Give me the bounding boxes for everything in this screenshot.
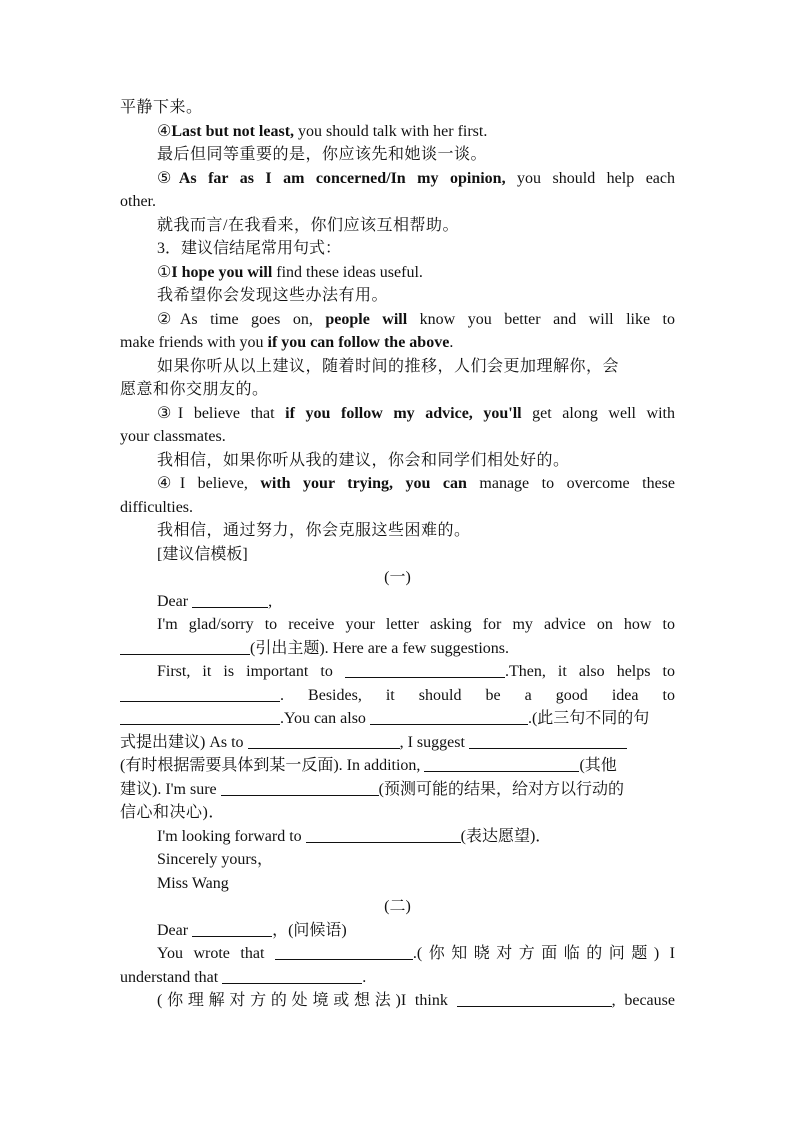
letter-line: (有时根据需要具体到某一反面). In addition, (其他 — [120, 757, 617, 774]
example-sentence: ①I hope you will find these ideas useful. — [157, 263, 423, 281]
fill-blank[interactable] — [221, 780, 379, 796]
example-sentence: ④I believe, with your trying, you can manage to overcome these — [157, 475, 675, 492]
letter-line: 建议). I'm sure (预测可能的结果，给对方以行动的 — [120, 780, 624, 798]
translation-line: 最后但同等重要的是，你应该先和她谈一谈。 — [157, 146, 488, 163]
translation-line: 愿意和你交朋友的。 — [120, 381, 269, 398]
fill-blank[interactable] — [120, 709, 280, 725]
section-heading: 3．建议信结尾常用句式： — [157, 240, 342, 257]
example-sentence: ②As time goes on, people will know you better and will like to — [157, 310, 675, 328]
text-line: other. — [120, 193, 156, 210]
fill-blank[interactable] — [275, 944, 413, 960]
template-heading: [建议信模板] — [157, 545, 248, 563]
letter-line: .You can also .(此三句不同的句 — [120, 707, 675, 731]
fill-blank[interactable] — [469, 733, 627, 749]
fill-blank[interactable] — [248, 733, 400, 749]
fill-blank[interactable] — [345, 662, 505, 678]
letter-line: 信心和决心)． — [120, 804, 225, 821]
fill-blank[interactable] — [192, 592, 268, 608]
fill-blank[interactable] — [192, 921, 272, 937]
letter-line: understand that . — [120, 968, 367, 986]
fill-blank[interactable] — [222, 968, 362, 984]
letter-line: (你理解对方的处境或想法)I think , because — [157, 992, 675, 1009]
translation-line: 我相信，如果你听从我的建议，你会和同学们相处好的。 — [157, 451, 570, 469]
translation-line: 如果你听从以上建议，随着时间的推移，人们会更加理解你，会 — [157, 357, 620, 375]
translation-line: 我希望你会发现这些办法有用。 — [157, 287, 389, 304]
template-number: (一) — [384, 569, 411, 586]
letter-line: First, it is important to .Then, it also helps to — [157, 663, 675, 680]
fill-blank[interactable] — [457, 991, 612, 1007]
translation-line: 就我而言/在我看来，你们应该互相帮助。 — [157, 216, 459, 234]
fill-blank[interactable] — [120, 686, 280, 702]
letter-closing: Sincerely yours， — [157, 851, 273, 868]
example-sentence: ③I believe that if you follow my advice, you'll get along well with — [157, 404, 675, 422]
letter-line: . Besides, it should be a good idea to — [120, 684, 675, 708]
text-line: your classmates. — [120, 428, 226, 445]
translation-line: 我相信，通过努力，你会克服这些困难的。 — [157, 522, 471, 539]
template-number: (二) — [384, 898, 411, 915]
document-body — [120, 96, 675, 1013]
letter-line: Dear , — [157, 592, 273, 610]
letter-line: 式提出建议) As to , I suggest — [120, 731, 675, 755]
letter-line: I'm looking forward to (表达愿望)． — [157, 827, 552, 845]
text-line: 平静下来。 — [120, 99, 203, 116]
text-line: difficulties. — [120, 498, 194, 516]
fill-blank[interactable] — [370, 709, 528, 725]
letter-line: You wrote that .(你知晓对方面临的问题) I — [157, 945, 675, 962]
letter-signature: Miss Wang — [157, 874, 229, 892]
example-sentence: ⑤As far as I am concerned/In my opinion, you should help each — [157, 169, 675, 187]
example-sentence: ④Last but not least, you should talk with her first. — [157, 122, 488, 140]
letter-line: Dear ，(问候语) — [157, 921, 347, 939]
fill-blank[interactable] — [120, 639, 250, 655]
text-line: make friends with you if you can follow the above. — [120, 334, 454, 351]
letter-line: (引出主题). Here are a few suggestions. — [120, 637, 675, 661]
fill-blank[interactable] — [306, 827, 461, 843]
fill-blank[interactable] — [424, 756, 579, 772]
letter-line: I'm glad/sorry to receive your letter asking for my advice on how to — [157, 616, 675, 633]
